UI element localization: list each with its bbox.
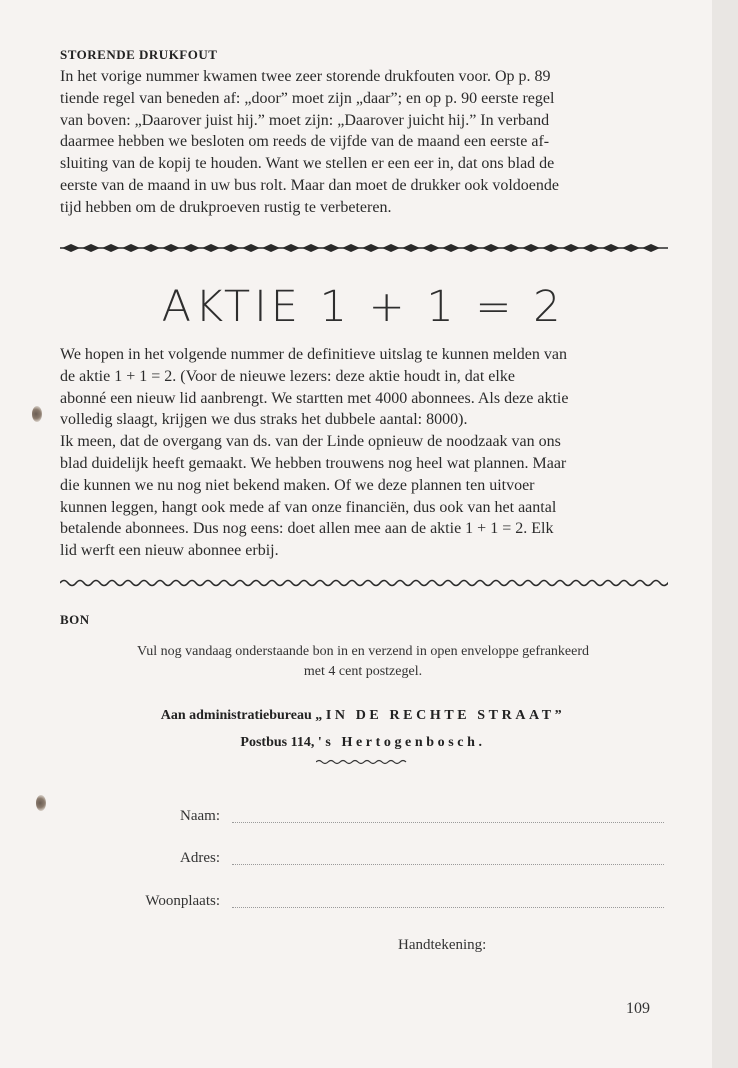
storende-line: daarmee hebben we besloten om reeds de vijfde van de maand een eerste af- (60, 133, 550, 151)
address-name: „IN DE RECHTE STRAAT” (315, 708, 566, 723)
bon-instruction (60, 642, 666, 682)
storende-line: In het vorige nummer kwamen twee zeer storende drukfouten voor. Op p. 89 (60, 68, 551, 85)
wavy-divider (60, 576, 668, 590)
binder-hole (36, 795, 46, 811)
woonplaats-label: Woonplaats: (145, 893, 220, 909)
postbus: Postbus 114, (240, 735, 315, 750)
signature-label: Handtekening: (398, 937, 487, 953)
naam-field[interactable] (232, 822, 664, 823)
storende-paragraph (60, 66, 666, 219)
address-prefix: Aan administratiebureau (160, 708, 312, 723)
storende-line: eerste van de maand in uw bus rolt. Maar dan moet de drukker ook voldoende (60, 176, 559, 194)
aktie-line: lid werft een nieuw abonnee erbij. (60, 542, 279, 560)
aktie-line: de aktie 1 + 1 = 2. (Voor de nieuwe lezers: deze aktie houdt in, dat elke (60, 367, 515, 385)
binder-hole (32, 406, 42, 422)
page-edge (712, 0, 738, 1068)
storende-line: sluiting van de kopij te houden. Want we stellen er een eer in, dat ons blad de (60, 155, 555, 173)
storende-heading: STORENDE DRUKFOUT (60, 47, 218, 62)
bon-instruction-line: Vul nog vandaag onderstaande bon in en verzend in open enveloppe gefrankeerd (136, 644, 590, 659)
storende-line: van boven: „Daarover juist hij.” moet zijn: „Daarover juicht hij.” In verband (60, 111, 550, 129)
adres-field[interactable] (232, 864, 664, 865)
aktie-line: kunnen leggen, hangt ook mede af van onze financiën, dus ook van het aantal (60, 498, 557, 516)
aktie-line: die kunnen we nu nog niet bekend maken. Of we deze plannen ten uitvoer (60, 476, 535, 494)
naam-label: Naam: (180, 808, 220, 824)
aktie-title: AKTIE 1 + 1 = 2 (161, 282, 565, 332)
address-line (60, 708, 666, 724)
diamond-chain-divider (60, 241, 668, 255)
aktie-line: abonné een nieuw lid aanbrengt. We startten met 4000 abonnees. Als deze aktie (60, 389, 569, 407)
bon-heading: BON (60, 612, 90, 627)
storende-line: tiende regel van beneden af: „door” moet zijn „daar”; en op p. 90 eerste regel (60, 89, 555, 107)
aktie-line: volledig slaagt, krijgen we dus straks het dubbele aantal: 8000). (60, 411, 468, 429)
aktie-line: betalende abonnees. Dus nog eens: doet allen mee aan de aktie 1 + 1 = 2. Elk (60, 520, 554, 538)
aktie-paragraph (60, 344, 666, 562)
bon-instruction-line: met 4 cent postzegel. (303, 664, 423, 679)
city: 's Hertogenbosch. (317, 735, 486, 750)
woonplaats-field[interactable] (232, 907, 664, 908)
aktie-line: We hopen in het volgende nummer de definitieve uitslag te kunnen melden van (60, 346, 568, 363)
storende-line: tijd hebben om de drukproeven rustig te verbeteren. (60, 198, 392, 216)
small-squiggle-divider (316, 758, 410, 766)
postbus-line (60, 735, 666, 751)
page-number: 109 (626, 1000, 650, 1017)
aktie-line: Ik meen, dat de overgang van ds. van der Linde opnieuw de noodzaak van ons (60, 433, 561, 451)
aktie-line: blad duidelijk heeft gemaakt. We hebben trouwens nog heel wat plannen. Maar (60, 454, 567, 472)
adres-label: Adres: (180, 850, 220, 866)
